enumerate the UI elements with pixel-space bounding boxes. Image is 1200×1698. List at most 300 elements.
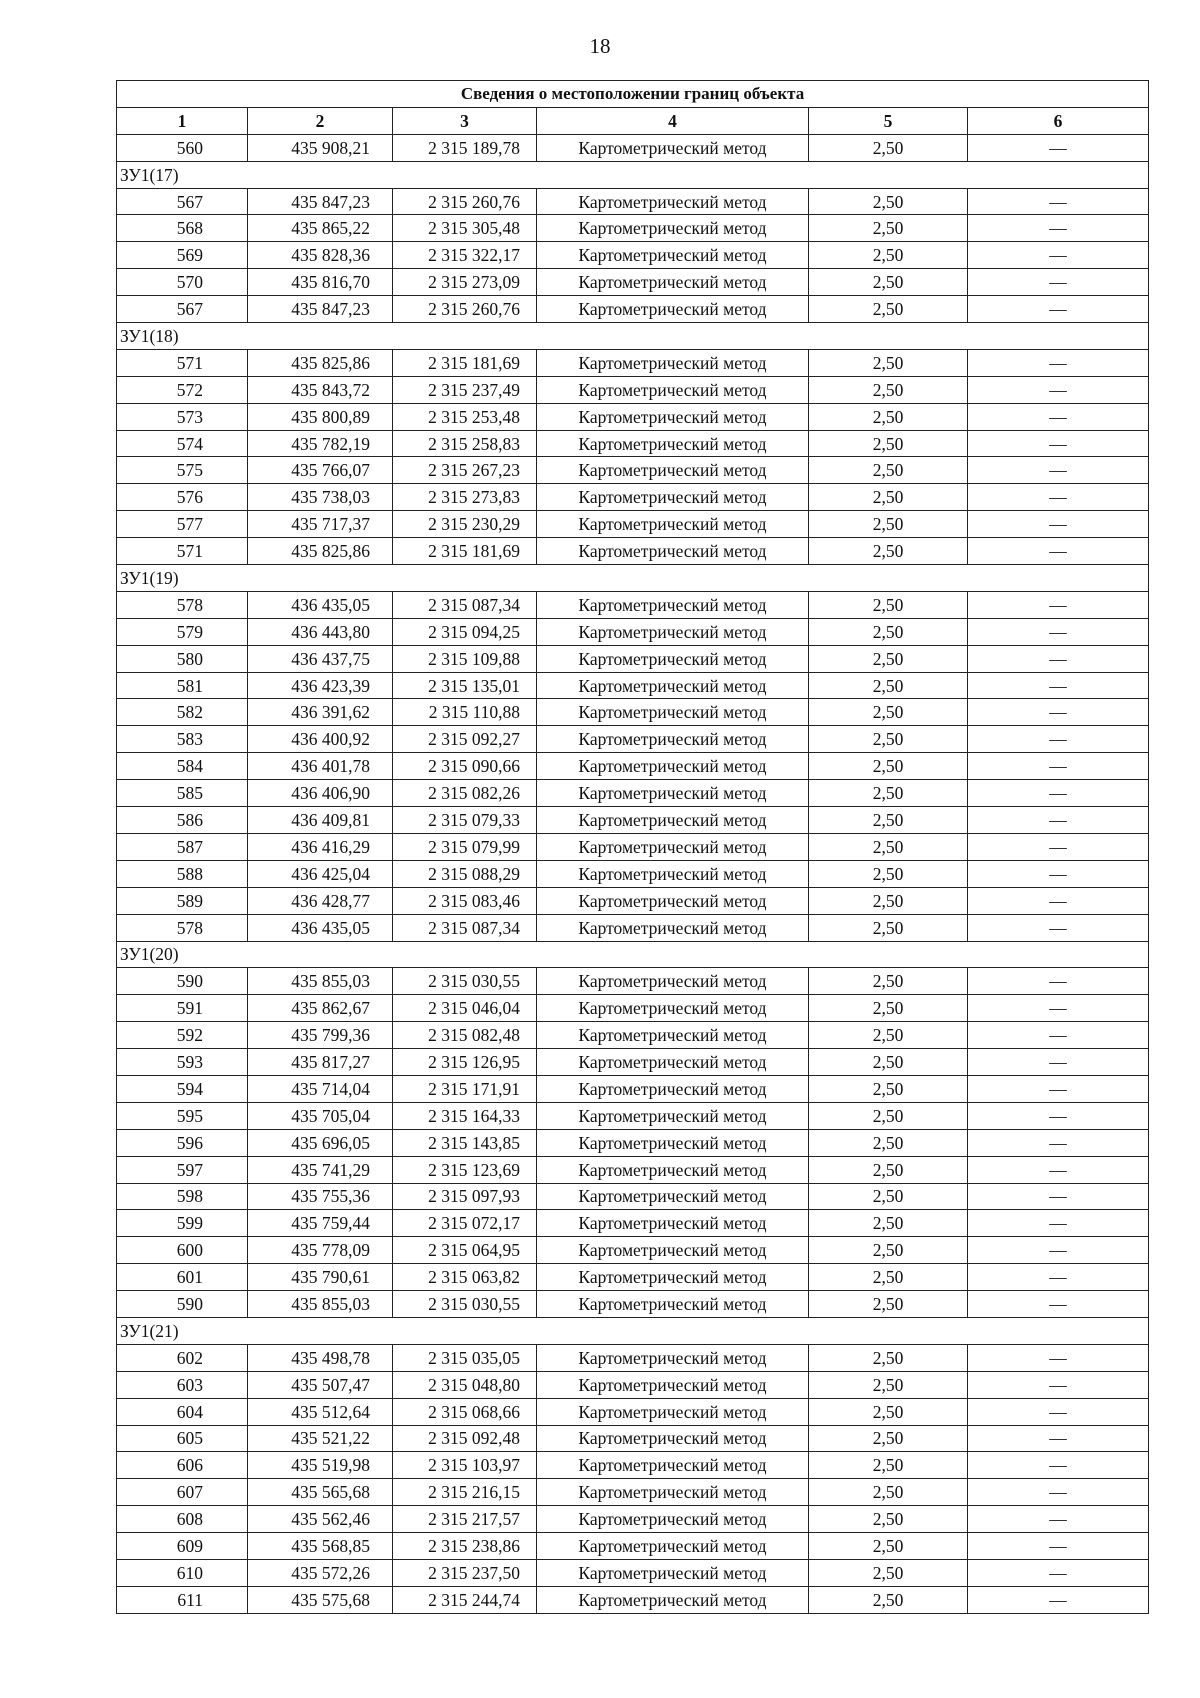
description-cell: — <box>968 511 1149 538</box>
point-number-cell: 571 <box>117 349 248 376</box>
description-cell: — <box>968 1237 1149 1264</box>
x-coordinate-cell: 435 855,03 <box>248 968 393 995</box>
method-cell: Картометрический метод <box>537 618 809 645</box>
y-coordinate-cell: 2 315 238,86 <box>393 1533 537 1560</box>
point-number-cell: 575 <box>117 457 248 484</box>
y-coordinate-cell: 2 315 092,27 <box>393 726 537 753</box>
x-coordinate-cell: 435 696,05 <box>248 1129 393 1156</box>
description-cell: — <box>968 134 1149 161</box>
point-number-cell: 571 <box>117 538 248 565</box>
x-coordinate-cell: 436 437,75 <box>248 645 393 672</box>
y-coordinate-cell: 2 315 126,95 <box>393 1049 537 1076</box>
accuracy-cell: 2,50 <box>809 1075 968 1102</box>
y-coordinate-cell: 2 315 217,57 <box>393 1506 537 1533</box>
description-cell: — <box>968 1075 1149 1102</box>
table-row <box>117 591 1149 618</box>
accuracy-cell: 2,50 <box>809 780 968 807</box>
x-coordinate-cell: 435 862,67 <box>248 995 393 1022</box>
group-row <box>117 1317 1149 1344</box>
y-coordinate-cell: 2 315 046,04 <box>393 995 537 1022</box>
table-row <box>117 1264 1149 1291</box>
method-cell: Картометрический метод <box>537 134 809 161</box>
table-row <box>117 134 1149 161</box>
method-cell: Картометрический метод <box>537 1425 809 1452</box>
method-cell: Картометрический метод <box>537 591 809 618</box>
description-cell: — <box>968 1586 1149 1613</box>
x-coordinate-cell: 435 843,72 <box>248 376 393 403</box>
x-coordinate-cell: 435 766,07 <box>248 457 393 484</box>
y-coordinate-cell: 2 315 230,29 <box>393 511 537 538</box>
accuracy-cell: 2,50 <box>809 1183 968 1210</box>
method-cell: Картометрический метод <box>537 349 809 376</box>
point-number-cell: 600 <box>117 1237 248 1264</box>
description-cell: — <box>968 430 1149 457</box>
method-cell: Картометрический метод <box>537 403 809 430</box>
point-number-cell: 568 <box>117 215 248 242</box>
method-cell: Картометрический метод <box>537 1398 809 1425</box>
x-coordinate-cell: 435 755,36 <box>248 1183 393 1210</box>
point-number-cell: 605 <box>117 1425 248 1452</box>
table-row <box>117 780 1149 807</box>
description-cell: — <box>968 296 1149 323</box>
description-cell: — <box>968 1371 1149 1398</box>
table-row <box>117 968 1149 995</box>
column-number: 1 <box>117 107 248 134</box>
x-coordinate-cell: 435 908,21 <box>248 134 393 161</box>
y-coordinate-cell: 2 315 082,48 <box>393 1022 537 1049</box>
point-number-cell: 590 <box>117 1291 248 1318</box>
y-coordinate-cell: 2 315 305,48 <box>393 215 537 242</box>
table-row <box>117 1183 1149 1210</box>
y-coordinate-cell: 2 315 072,17 <box>393 1210 537 1237</box>
description-cell: — <box>968 349 1149 376</box>
point-number-cell: 579 <box>117 618 248 645</box>
table-row <box>117 1586 1149 1613</box>
description-cell: — <box>968 1183 1149 1210</box>
point-number-cell: 574 <box>117 430 248 457</box>
table-row <box>117 726 1149 753</box>
table-row <box>117 269 1149 296</box>
x-coordinate-cell: 435 799,36 <box>248 1022 393 1049</box>
accuracy-cell: 2,50 <box>809 1398 968 1425</box>
point-number-cell: 607 <box>117 1479 248 1506</box>
point-number-cell: 582 <box>117 699 248 726</box>
y-coordinate-cell: 2 315 189,78 <box>393 134 537 161</box>
point-number-cell: 581 <box>117 672 248 699</box>
point-number-cell: 593 <box>117 1049 248 1076</box>
table-row <box>117 376 1149 403</box>
x-coordinate-cell: 435 759,44 <box>248 1210 393 1237</box>
x-coordinate-cell: 435 512,64 <box>248 1398 393 1425</box>
description-cell: — <box>968 1533 1149 1560</box>
method-cell: Картометрический метод <box>537 1506 809 1533</box>
y-coordinate-cell: 2 315 079,33 <box>393 807 537 834</box>
point-number-cell: 590 <box>117 968 248 995</box>
table-row <box>117 296 1149 323</box>
x-coordinate-cell: 436 416,29 <box>248 833 393 860</box>
x-coordinate-cell: 436 425,04 <box>248 860 393 887</box>
accuracy-cell: 2,50 <box>809 1479 968 1506</box>
description-cell: — <box>968 188 1149 215</box>
point-number-cell: 609 <box>117 1533 248 1560</box>
group-label: ЗУ1(18) <box>117 323 1149 350</box>
x-coordinate-cell: 435 865,22 <box>248 215 393 242</box>
description-cell: — <box>968 403 1149 430</box>
accuracy-cell: 2,50 <box>809 887 968 914</box>
table-row <box>117 457 1149 484</box>
method-cell: Картометрический метод <box>537 860 809 887</box>
accuracy-cell: 2,50 <box>809 188 968 215</box>
x-coordinate-cell: 435 562,46 <box>248 1506 393 1533</box>
accuracy-cell: 2,50 <box>809 833 968 860</box>
method-cell: Картометрический метод <box>537 1586 809 1613</box>
method-cell: Картометрический метод <box>537 1371 809 1398</box>
table-row <box>117 1479 1149 1506</box>
x-coordinate-cell: 436 401,78 <box>248 753 393 780</box>
table-row <box>117 807 1149 834</box>
description-cell: — <box>968 1102 1149 1129</box>
description-cell: — <box>968 457 1149 484</box>
table-row <box>117 1559 1149 1586</box>
description-cell: — <box>968 1425 1149 1452</box>
group-label: ЗУ1(21) <box>117 1317 1149 1344</box>
description-cell: — <box>968 699 1149 726</box>
x-coordinate-cell: 435 717,37 <box>248 511 393 538</box>
y-coordinate-cell: 2 315 253,48 <box>393 403 537 430</box>
table-row <box>117 1022 1149 1049</box>
point-number-cell: 573 <box>117 403 248 430</box>
x-coordinate-cell: 436 400,92 <box>248 726 393 753</box>
table-row <box>117 1210 1149 1237</box>
table-row <box>117 1291 1149 1318</box>
table-title-row <box>117 81 1149 108</box>
accuracy-cell: 2,50 <box>809 591 968 618</box>
x-coordinate-cell: 435 855,03 <box>248 1291 393 1318</box>
accuracy-cell: 2,50 <box>809 269 968 296</box>
description-cell: — <box>968 995 1149 1022</box>
accuracy-cell: 2,50 <box>809 1559 968 1586</box>
y-coordinate-cell: 2 315 094,25 <box>393 618 537 645</box>
method-cell: Картометрический метод <box>537 833 809 860</box>
method-cell: Картометрический метод <box>537 753 809 780</box>
point-number-cell: 567 <box>117 296 248 323</box>
method-cell: Картометрический метод <box>537 1049 809 1076</box>
page-number: 18 <box>589 34 611 58</box>
accuracy-cell: 2,50 <box>809 1425 968 1452</box>
y-coordinate-cell: 2 315 244,74 <box>393 1586 537 1613</box>
x-coordinate-cell: 435 847,23 <box>248 296 393 323</box>
point-number-cell: 578 <box>117 914 248 941</box>
x-coordinate-cell: 436 435,05 <box>248 591 393 618</box>
description-cell: — <box>968 1479 1149 1506</box>
group-row <box>117 565 1149 592</box>
point-number-cell: 606 <box>117 1452 248 1479</box>
point-number-cell: 569 <box>117 242 248 269</box>
description-cell: — <box>968 269 1149 296</box>
accuracy-cell: 2,50 <box>809 1129 968 1156</box>
y-coordinate-cell: 2 315 103,97 <box>393 1452 537 1479</box>
x-coordinate-cell: 435 521,22 <box>248 1425 393 1452</box>
method-cell: Картометрический метод <box>537 511 809 538</box>
accuracy-cell: 2,50 <box>809 134 968 161</box>
method-cell: Картометрический метод <box>537 887 809 914</box>
method-cell: Картометрический метод <box>537 1291 809 1318</box>
point-number-cell: 594 <box>117 1075 248 1102</box>
method-cell: Картометрический метод <box>537 914 809 941</box>
method-cell: Картометрический метод <box>537 188 809 215</box>
table-row <box>117 1452 1149 1479</box>
x-coordinate-cell: 435 847,23 <box>248 188 393 215</box>
method-cell: Картометрический метод <box>537 672 809 699</box>
table-body <box>117 134 1149 1613</box>
x-coordinate-cell: 435 498,78 <box>248 1344 393 1371</box>
accuracy-cell: 2,50 <box>809 1586 968 1613</box>
table-row <box>117 242 1149 269</box>
x-coordinate-cell: 436 428,77 <box>248 887 393 914</box>
accuracy-cell: 2,50 <box>809 242 968 269</box>
method-cell: Картометрический метод <box>537 269 809 296</box>
y-coordinate-cell: 2 315 267,23 <box>393 457 537 484</box>
y-coordinate-cell: 2 315 079,99 <box>393 833 537 860</box>
x-coordinate-cell: 435 825,86 <box>248 538 393 565</box>
table-title: Сведения о местоположении границ объекта <box>117 81 1149 108</box>
accuracy-cell: 2,50 <box>809 618 968 645</box>
table-row <box>117 215 1149 242</box>
accuracy-cell: 2,50 <box>809 430 968 457</box>
description-cell: — <box>968 1344 1149 1371</box>
method-cell: Картометрический метод <box>537 1102 809 1129</box>
method-cell: Картометрический метод <box>537 457 809 484</box>
y-coordinate-cell: 2 315 143,85 <box>393 1129 537 1156</box>
y-coordinate-cell: 2 315 260,76 <box>393 296 537 323</box>
x-coordinate-cell: 436 406,90 <box>248 780 393 807</box>
accuracy-cell: 2,50 <box>809 860 968 887</box>
table-row <box>117 1506 1149 1533</box>
description-cell: — <box>968 1264 1149 1291</box>
table-row <box>117 1425 1149 1452</box>
table-row <box>117 1344 1149 1371</box>
accuracy-cell: 2,50 <box>809 968 968 995</box>
description-cell: — <box>968 968 1149 995</box>
y-coordinate-cell: 2 315 083,46 <box>393 887 537 914</box>
accuracy-cell: 2,50 <box>809 1291 968 1318</box>
accuracy-cell: 2,50 <box>809 1264 968 1291</box>
x-coordinate-cell: 436 391,62 <box>248 699 393 726</box>
y-coordinate-cell: 2 315 258,83 <box>393 430 537 457</box>
point-number-cell: 576 <box>117 484 248 511</box>
group-row <box>117 941 1149 968</box>
group-row <box>117 161 1149 188</box>
point-number-cell: 603 <box>117 1371 248 1398</box>
accuracy-cell: 2,50 <box>809 807 968 834</box>
point-number-cell: 587 <box>117 833 248 860</box>
method-cell: Картометрический метод <box>537 1533 809 1560</box>
accuracy-cell: 2,50 <box>809 215 968 242</box>
accuracy-cell: 2,50 <box>809 1210 968 1237</box>
group-label: ЗУ1(19) <box>117 565 1149 592</box>
description-cell: — <box>968 538 1149 565</box>
accuracy-cell: 2,50 <box>809 376 968 403</box>
accuracy-cell: 2,50 <box>809 1156 968 1183</box>
x-coordinate-cell: 435 714,04 <box>248 1075 393 1102</box>
accuracy-cell: 2,50 <box>809 296 968 323</box>
table-row <box>117 511 1149 538</box>
table-row <box>117 699 1149 726</box>
column-number-row <box>117 107 1149 134</box>
table-row <box>117 1398 1149 1425</box>
y-coordinate-cell: 2 315 090,66 <box>393 753 537 780</box>
method-cell: Картометрический метод <box>537 968 809 995</box>
accuracy-cell: 2,50 <box>809 1022 968 1049</box>
method-cell: Картометрический метод <box>537 1264 809 1291</box>
description-cell: — <box>968 242 1149 269</box>
point-number-cell: 598 <box>117 1183 248 1210</box>
point-number-cell: 560 <box>117 134 248 161</box>
method-cell: Картометрический метод <box>537 1452 809 1479</box>
y-coordinate-cell: 2 315 063,82 <box>393 1264 537 1291</box>
y-coordinate-cell: 2 315 097,93 <box>393 1183 537 1210</box>
x-coordinate-cell: 435 575,68 <box>248 1586 393 1613</box>
point-number-cell: 589 <box>117 887 248 914</box>
point-number-cell: 599 <box>117 1210 248 1237</box>
description-cell: — <box>968 1559 1149 1586</box>
x-coordinate-cell: 435 741,29 <box>248 1156 393 1183</box>
table-row <box>117 349 1149 376</box>
boundary-coordinates-table <box>116 80 1149 1614</box>
table-row <box>117 1533 1149 1560</box>
column-number: 6 <box>968 107 1149 134</box>
table-row <box>117 1075 1149 1102</box>
accuracy-cell: 2,50 <box>809 1371 968 1398</box>
description-cell: — <box>968 1210 1149 1237</box>
accuracy-cell: 2,50 <box>809 672 968 699</box>
table-row <box>117 403 1149 430</box>
group-label: ЗУ1(20) <box>117 941 1149 968</box>
table-row <box>117 860 1149 887</box>
table-row <box>117 484 1149 511</box>
y-coordinate-cell: 2 315 171,91 <box>393 1075 537 1102</box>
y-coordinate-cell: 2 315 322,17 <box>393 242 537 269</box>
y-coordinate-cell: 2 315 123,69 <box>393 1156 537 1183</box>
table-row <box>117 887 1149 914</box>
table-row <box>117 753 1149 780</box>
x-coordinate-cell: 435 825,86 <box>248 349 393 376</box>
accuracy-cell: 2,50 <box>809 726 968 753</box>
table-row <box>117 1237 1149 1264</box>
x-coordinate-cell: 435 565,68 <box>248 1479 393 1506</box>
y-coordinate-cell: 2 315 164,33 <box>393 1102 537 1129</box>
point-number-cell: 595 <box>117 1102 248 1129</box>
accuracy-cell: 2,50 <box>809 484 968 511</box>
description-cell: — <box>968 1129 1149 1156</box>
y-coordinate-cell: 2 315 048,80 <box>393 1371 537 1398</box>
x-coordinate-cell: 436 435,05 <box>248 914 393 941</box>
method-cell: Картометрический метод <box>537 645 809 672</box>
method-cell: Картометрический метод <box>537 242 809 269</box>
description-cell: — <box>968 860 1149 887</box>
table-row <box>117 914 1149 941</box>
accuracy-cell: 2,50 <box>809 1344 968 1371</box>
y-coordinate-cell: 2 315 135,01 <box>393 672 537 699</box>
method-cell: Картометрический метод <box>537 1479 809 1506</box>
x-coordinate-cell: 435 519,98 <box>248 1452 393 1479</box>
y-coordinate-cell: 2 315 273,09 <box>393 269 537 296</box>
point-number-cell: 597 <box>117 1156 248 1183</box>
method-cell: Картометрический метод <box>537 376 809 403</box>
point-number-cell: 610 <box>117 1559 248 1586</box>
description-cell: — <box>968 833 1149 860</box>
y-coordinate-cell: 2 315 068,66 <box>393 1398 537 1425</box>
y-coordinate-cell: 2 315 064,95 <box>393 1237 537 1264</box>
description-cell: — <box>968 672 1149 699</box>
description-cell: — <box>968 484 1149 511</box>
point-number-cell: 580 <box>117 645 248 672</box>
point-number-cell: 570 <box>117 269 248 296</box>
method-cell: Картометрический метод <box>537 1237 809 1264</box>
x-coordinate-cell: 435 790,61 <box>248 1264 393 1291</box>
point-number-cell: 567 <box>117 188 248 215</box>
point-number-cell: 608 <box>117 1506 248 1533</box>
table-header <box>117 81 1149 135</box>
x-coordinate-cell: 435 800,89 <box>248 403 393 430</box>
point-number-cell: 588 <box>117 860 248 887</box>
accuracy-cell: 2,50 <box>809 645 968 672</box>
description-cell: — <box>968 780 1149 807</box>
group-row <box>117 323 1149 350</box>
y-coordinate-cell: 2 315 087,34 <box>393 914 537 941</box>
method-cell: Картометрический метод <box>537 296 809 323</box>
description-cell: — <box>968 1506 1149 1533</box>
accuracy-cell: 2,50 <box>809 1102 968 1129</box>
table-row <box>117 995 1149 1022</box>
description-cell: — <box>968 1049 1149 1076</box>
column-number: 3 <box>393 107 537 134</box>
point-number-cell: 577 <box>117 511 248 538</box>
method-cell: Картометрический метод <box>537 1022 809 1049</box>
y-coordinate-cell: 2 315 181,69 <box>393 538 537 565</box>
method-cell: Картометрический метод <box>537 538 809 565</box>
method-cell: Картометрический метод <box>537 484 809 511</box>
y-coordinate-cell: 2 315 087,34 <box>393 591 537 618</box>
y-coordinate-cell: 2 315 110,88 <box>393 699 537 726</box>
table-row <box>117 672 1149 699</box>
table-row <box>117 430 1149 457</box>
method-cell: Картометрический метод <box>537 1156 809 1183</box>
group-label: ЗУ1(17) <box>117 161 1149 188</box>
method-cell: Картометрический метод <box>537 1075 809 1102</box>
description-cell: — <box>968 726 1149 753</box>
table-row <box>117 1156 1149 1183</box>
accuracy-cell: 2,50 <box>809 511 968 538</box>
table-row <box>117 1102 1149 1129</box>
description-cell: — <box>968 1291 1149 1318</box>
point-number-cell: 596 <box>117 1129 248 1156</box>
method-cell: Картометрический метод <box>537 430 809 457</box>
column-number: 5 <box>809 107 968 134</box>
y-coordinate-cell: 2 315 181,69 <box>393 349 537 376</box>
x-coordinate-cell: 435 816,70 <box>248 269 393 296</box>
y-coordinate-cell: 2 315 109,88 <box>393 645 537 672</box>
point-number-cell: 578 <box>117 591 248 618</box>
point-number-cell: 585 <box>117 780 248 807</box>
method-cell: Картометрический метод <box>537 1129 809 1156</box>
description-cell: — <box>968 215 1149 242</box>
x-coordinate-cell: 435 782,19 <box>248 430 393 457</box>
point-number-cell: 584 <box>117 753 248 780</box>
point-number-cell: 591 <box>117 995 248 1022</box>
description-cell: — <box>968 618 1149 645</box>
description-cell: — <box>968 753 1149 780</box>
